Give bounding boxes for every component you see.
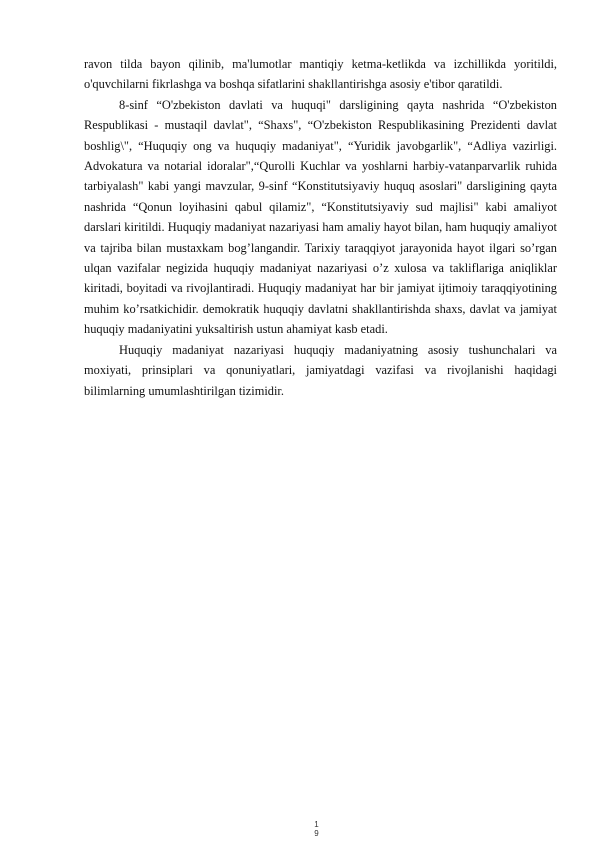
page-number [0,820,595,838]
paragraph-textbooks: 8-sinf “O'zbekiston davlati va huquqi" darsligining qayta nashrida “O'zbekiston Respublikasi - mustaqil davlat", “Shaxs", “O'zbekiston Respublikasining Prezidenti davlat boshlig\", “Huquqiy ong va huquqiy madaniyat", “Yuridik javobgarlik", “Adliya vazirligi. Advokatura va notarial idoralar",“Qurolli Kuchlar va yoshlarni harbiy-vatanparvarlik ruhida tarbiyalash" kabi yangi mavzular, 9-sinf “Konstitutsiyaviy huquq asoslari" darsligining qayta nashrida “Qonun loyihasini qabul qilamiz", “Konstitutsiyaviy sud majlisi" kabi amaliyot darslari kiritildi. Huquqiy madaniyat nazariyasi ham amaliy hayot bilan, ham huquqiy amaliyot va tajriba bilan mustaxkam bog’langandir. Tarixiy taraqqiyot jarayonida hayot ilgari so’rgan ulqan vazifalar negizida huquqiy madaniyat nazariyasi o’z xulosa va takliflariga aniqliklar kiritadi, boyitadi va rivojlantiradi. Huquqiy madaniyat har bir jamiyat ijtimoiy taraqqiyotining muhim ko’rsatkichidir. demokratik huquqiy davlatni shakllantirishda shaxs, davlat va jamiyat huquqiy madaniyatini yuksaltirish ustun ahamiyat kasb etadi. [84,97,557,337]
paragraph-continuation: ravon tilda bayon qilinib, ma'lumotlar mantiqiy ketma-ketlikda va izchillikda yoritildi, o'quvchilarni fikrlashga va boshqa sifatlarini shakllantirishga asosiy e'tibor qaratildi. [84,57,557,92]
body-text [84,54,557,401]
page-number-line-2: 9 [314,829,319,838]
page-number-line-1: 1 [314,820,319,829]
paragraph-definition: Huquqiy madaniyat nazariyasi huquqiy madaniyatning asosiy tushunchalari va moxiyati, prinsiplari va qonuniyatlari, jamiyatdagi vazifasi va rivojlanishi haqidagi bilimlarning umumlashtirilgan tizimidir. [84,342,557,398]
